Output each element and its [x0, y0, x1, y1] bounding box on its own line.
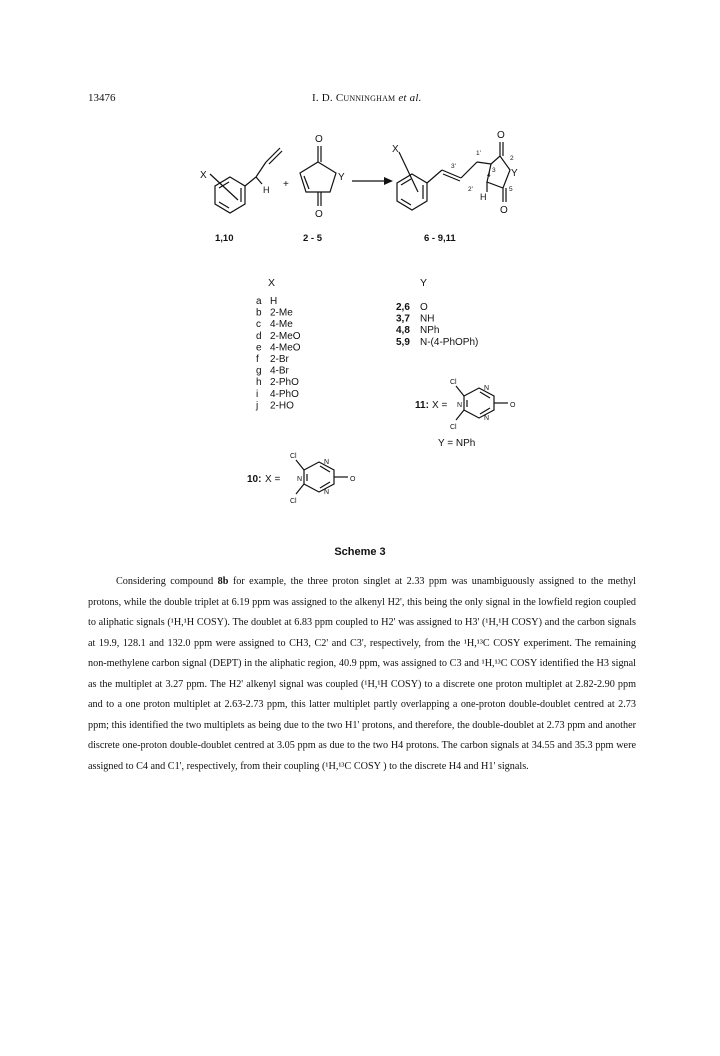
- atom-x-product: X: [392, 144, 399, 155]
- locant-2prime: 2': [468, 186, 473, 193]
- reactant-1-structure: [210, 148, 282, 213]
- x-list-letter: a: [256, 296, 262, 307]
- x-list-substituent: 4-Me: [270, 319, 293, 331]
- y-substituent-list: [396, 302, 478, 348]
- x-list-letter: d: [256, 330, 262, 342]
- x-list-substituent: 2-PhO: [270, 377, 299, 389]
- x-list-substituent: 4-PhO: [270, 388, 299, 400]
- cl-11-bottom: Cl: [450, 424, 457, 431]
- x-list-letter: h: [256, 377, 262, 389]
- x-list-letter: b: [256, 307, 262, 319]
- locant-3prime: 3': [451, 163, 456, 170]
- x-list-substituent: H: [270, 296, 278, 307]
- locant-2: 2: [510, 155, 514, 162]
- author-surname: Cunningham: [335, 92, 396, 104]
- y-list-numbers: 3,7: [396, 313, 410, 325]
- product-structure: [397, 142, 510, 210]
- x-list-substituent: 4-MeO: [270, 342, 301, 354]
- y-list-substituent: NPh: [420, 325, 440, 337]
- y-list-numbers: 4,8: [396, 325, 410, 337]
- compound-11-x: X =: [432, 400, 448, 411]
- running-head-author: [312, 92, 422, 104]
- plus-sign: +: [283, 179, 289, 190]
- n-11-bottom: N: [484, 415, 490, 422]
- n-10-left: N: [297, 476, 303, 483]
- compound-11-label: 11:: [415, 400, 429, 411]
- x-list-letter: j: [256, 400, 259, 412]
- scheme-caption: Scheme 3: [334, 546, 386, 558]
- compound-11-y: Y = NPh: [438, 438, 476, 449]
- x-list-substituent: 4-Br: [270, 365, 289, 377]
- label-reactant-1: 1,10: [215, 233, 234, 244]
- n-10-bottom: N: [324, 489, 330, 496]
- x-column-header: X: [268, 277, 276, 289]
- n-11-left: N: [457, 402, 463, 409]
- x-list-substituent: 2-Br: [270, 354, 289, 365]
- x-list-substituent: 2-Me: [270, 307, 293, 319]
- body-paragraph: [88, 572, 636, 777]
- y-list-substituent: N-(4-PhOPh): [420, 336, 479, 348]
- reaction-scheme: [0, 120, 720, 520]
- cl-10-top: Cl: [290, 453, 297, 460]
- locant-1prime: 1': [476, 150, 481, 157]
- n-11-top: N: [484, 385, 490, 392]
- reactant-2-structure: [300, 146, 336, 206]
- x-list-substituent: 2-MeO: [270, 330, 301, 342]
- atom-o-product-top: O: [497, 130, 505, 141]
- atom-h-reactant: H: [263, 185, 270, 195]
- triazine-10-structure: [296, 460, 348, 494]
- atom-y-product: Y: [511, 168, 518, 179]
- y-list-numbers: 5,9: [396, 336, 410, 348]
- triazine-11-structure: [456, 386, 508, 420]
- label-reactant-2: 2 - 5: [303, 233, 323, 244]
- y-column-header: Y: [420, 277, 428, 289]
- locant-4: 4: [487, 172, 491, 179]
- y-list-numbers: 2,6: [396, 302, 410, 313]
- x-list-letter: c: [256, 319, 261, 331]
- x-list-substituent: 2-HO: [270, 400, 294, 412]
- n-10-top: N: [324, 459, 330, 466]
- x-substituent-list: [255, 296, 301, 411]
- x-list-letter: i: [256, 388, 259, 400]
- locant-3: 3: [492, 167, 496, 174]
- o-10: O: [350, 476, 356, 483]
- paragraph-lead: Considering compound: [116, 576, 218, 587]
- atom-h-product: H: [480, 192, 487, 202]
- x-list-letter: e: [256, 342, 262, 354]
- atom-o-product-bottom: O: [500, 205, 508, 216]
- atom-y-reactant: Y: [338, 172, 345, 183]
- cl-11-top: Cl: [450, 379, 457, 386]
- atom-o-top: O: [315, 134, 323, 145]
- label-product: 6 - 9,11: [424, 233, 456, 244]
- y-list-substituent: O: [420, 302, 428, 313]
- compound-10-x: X =: [265, 474, 281, 485]
- arrow-head: [384, 177, 393, 185]
- atom-o-bottom: O: [315, 209, 323, 220]
- compound-ref-8b: 8b: [217, 576, 229, 587]
- locant-5: 5: [509, 186, 513, 193]
- atom-x-reactant: X: [200, 170, 207, 181]
- paragraph-body: for example, the three proton singlet at 2.33 ppm was unambiguously assigned to the methyl protons, while the double triplet at 6.19 ppm was assigned to the alkenyl H2', this being the only signal in the lowfield region coupled to aliphatic signals (¹H,¹H COSY). The doublet at 6.83 ppm coupled to H2' was assigned to H3' (¹H,¹H COSY) and the carbon signals at 19.9, 128.1 and 132.0 ppm were assigned to CH3, C2' and C3', respectively, from the ¹H,¹³C COSY experiment. The remaining non-methylene carbon signal (DEPT) in the aliphatic region, 40.9 ppm, was assigned to C3 and ¹H,¹³C COSY identified the H3 signal as the multiplet at 3.27 ppm. The H2' alkenyl signal was coupled (¹H,¹H COSY) to a discrete one proton multiplet at 2.82-2.90 ppm and to a one proton multiplet at 2.63-2.73 ppm, this latter multiplet partly overlapping a one-proton double-doublet centred at 2.73 ppm; this identified the two multiplets as being due to the two H1' protons, and therefore, the double-doublet at 2.73 ppm and another discrete one-proton double-doublet centred at 3.05 ppm as due to the two H4 protons. The carbon signals at 34.55 and 35.3 ppm were assigned to C4 and C1', respectively, from their coupling (¹H,¹³C COSY ) to the discrete H4 and H1' signals.: [88, 576, 636, 772]
- running-header: [88, 92, 648, 108]
- page-number: 13476: [88, 92, 116, 104]
- y-list-substituent: NH: [420, 313, 435, 325]
- x-list-letter: f: [256, 354, 259, 365]
- compound-10-label: 10:: [247, 474, 262, 485]
- et-al: et al.: [398, 92, 422, 104]
- x-list-letter: g: [256, 365, 262, 377]
- author-initials: I. D.: [312, 92, 336, 104]
- o-11: O: [510, 402, 516, 409]
- cl-10-bottom: Cl: [290, 498, 297, 505]
